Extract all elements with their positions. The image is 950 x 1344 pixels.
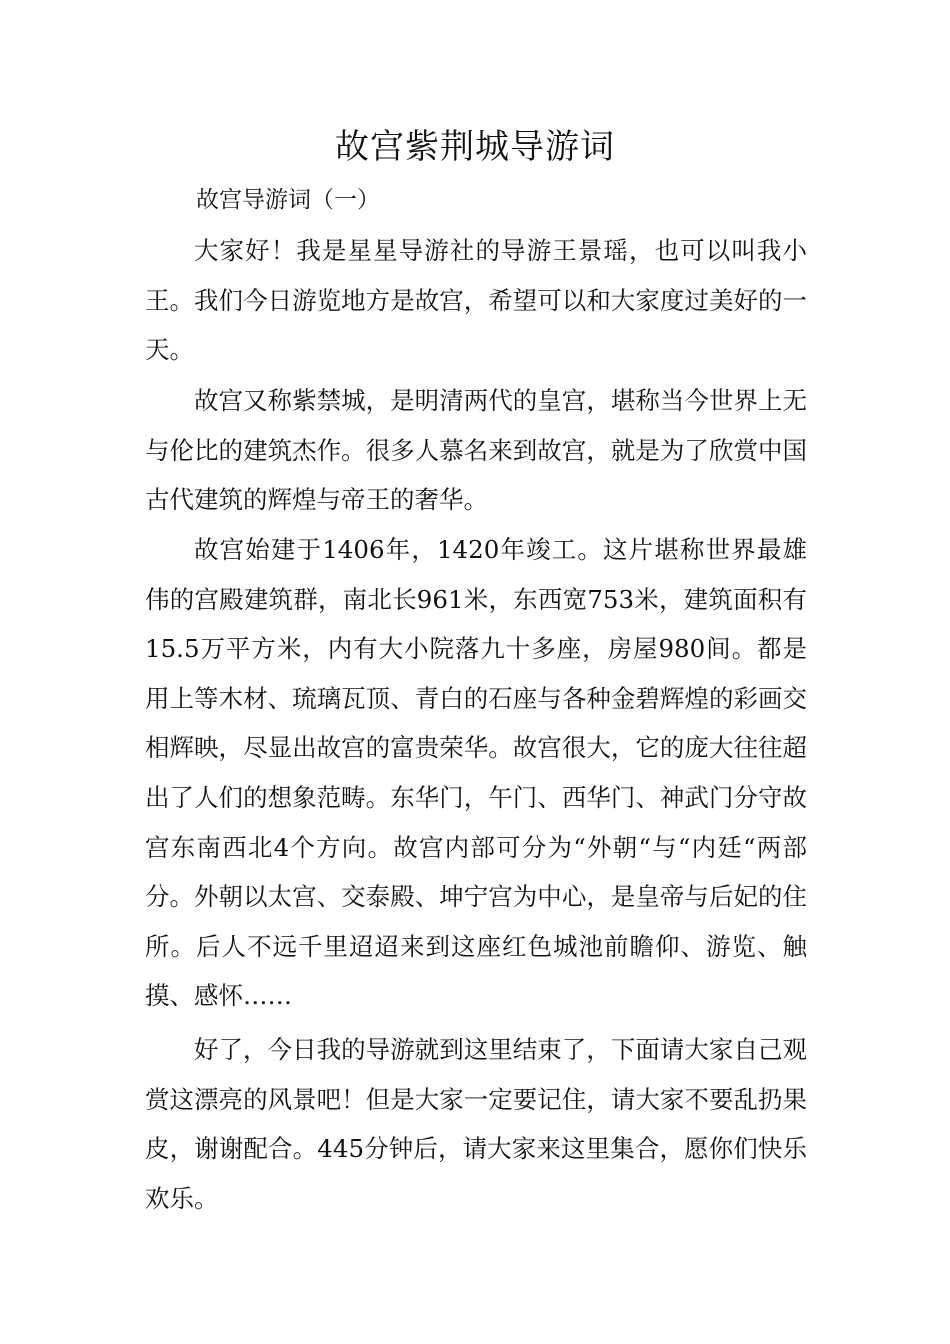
paragraph-introduction: 故宫又称紫禁城，是明清两代的皇宫，堪称当今世界上无与伦比的建筑杰作。很多人慕名来到故宫，就是为了欣赏中国古代建筑的辉煌与帝王的奢华。: [145, 386, 807, 515]
paragraph-history: 故宫始建于1406年，1420年竣工。这片堪称世界最雄伟的宫殿建筑群，南北长961米，东西宽753米，建筑面积有15.5万平方米，内有大小院落九十多座，房屋980间。都是用上等木材、琉璃瓦顶、青白的石座与各种金碧辉煌的彩画交相辉映，尽显出故宫的富贵荣华。故宫很大，它的庞大往往超出了人们的想象范畴。东华门，午门、西华门、神武门分守故宫东南西北4个方向。故宫内部可分为“外朝“与“内廷“两部分。外朝以太宫、交泰殿、坤宁宫为中心，是皇帝与后妃的住所。后人不远千里迢迢来到这座红色城池前瞻仰、游览、触摸、感怀……: [145, 535, 807, 1011]
section-heading: 故宫导游词（一）: [196, 187, 380, 213]
paragraph-greeting: 大家好！我是星星导游社的导游王景瑶，也可以叫我小王。我们今日游览地方是故宫，希望可以和大家度过美好的一天。: [145, 236, 807, 365]
document-title: 故宫紫荆城导游词: [335, 127, 615, 167]
paragraph-closing: 好了，今日我的导游就到这里结束了，下面请大家自己观赏这漂亮的风景吧！但是大家一定要记住，请大家不要乱扔果皮，谢谢配合。445分钟后，请大家来这里集合，愿你们快乐欢乐。: [145, 1035, 807, 1213]
